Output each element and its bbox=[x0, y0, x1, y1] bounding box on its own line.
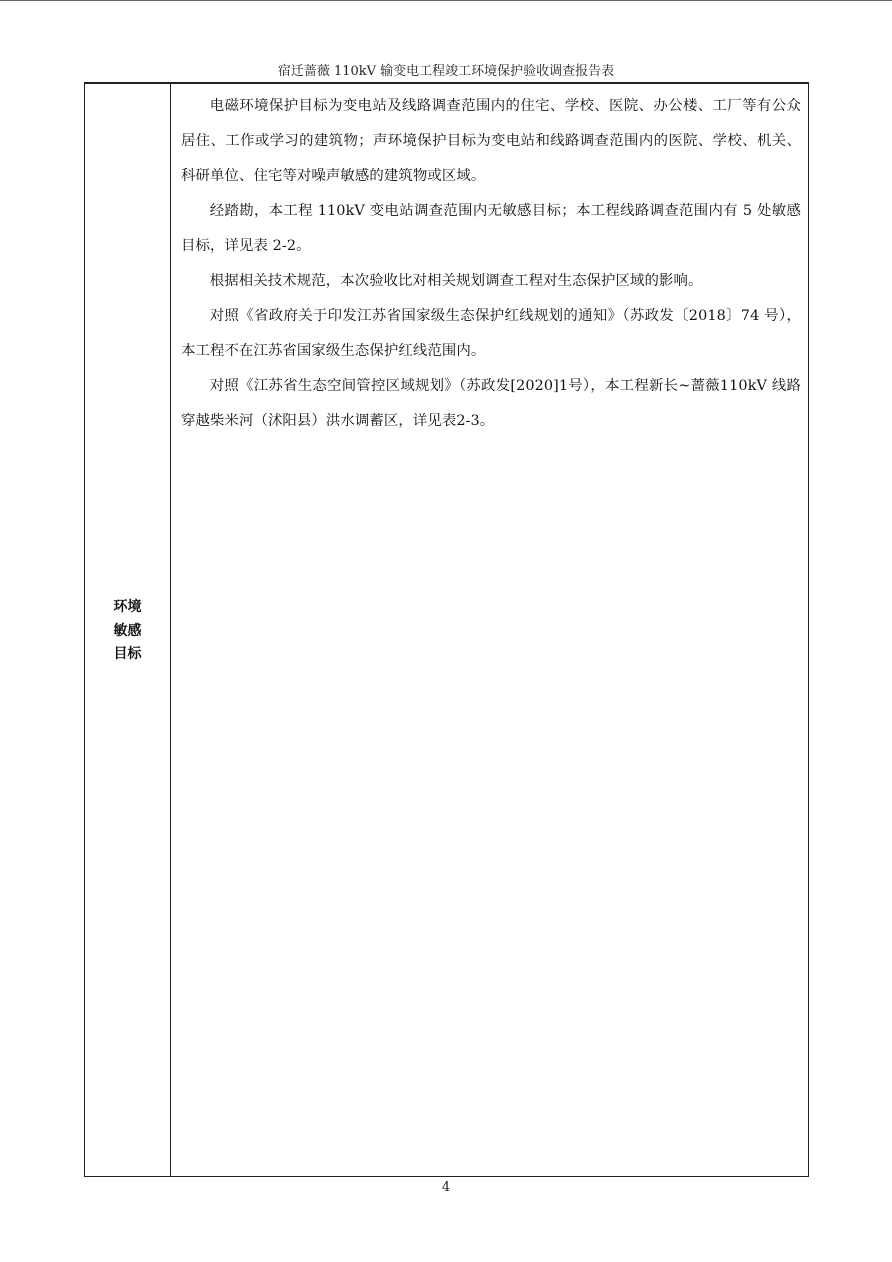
paragraph-protection-targets: 电磁环境保护目标为变电站及线路调查范围内的住宅、学校、医院、办公楼、工厂等有公众居住、工作或学习的建筑物；声环境保护目标为变电站和线路调查范围内的医院、学校、机关、科研单位、住宅等对噪声敏感的建筑物或区域。 bbox=[181, 98, 801, 184]
section-label-line: 目标 bbox=[113, 646, 142, 662]
page-number: 4 bbox=[441, 1180, 451, 1195]
section-label-line: 环境 bbox=[113, 599, 142, 615]
section-content bbox=[181, 89, 801, 439]
paragraph-redline-plan: 对照《省政府关于印发江苏省国家级生态保护红线规划的通知》（苏政发〔2018〕74 号），本工程不在江苏省国家级生态保护红线范围内。 bbox=[181, 308, 801, 359]
paragraph-ecological-space: 对照《江苏省生态空间管控区域规划》（苏政发[2020]1号），本工程新长~蔷薇110kV 线路穿越柴米河（沭阳县）洪水调蓄区，详见表2-3。 bbox=[181, 378, 801, 429]
report-table bbox=[84, 84, 809, 1177]
paragraph-site-survey: 经踏勘，本工程 110kV 变电站调查范围内无敏感目标；本工程线路调查范围内有 5 处敏感目标，详见表 2-2。 bbox=[181, 203, 801, 254]
page-header: 宿迁蔷薇 110kV 输变电工程竣工环境保护验收调查报告表 bbox=[277, 64, 615, 79]
column-separator bbox=[170, 84, 171, 1176]
section-label bbox=[85, 596, 170, 667]
top-border-line bbox=[0, 0, 892, 1]
paragraph-technical-spec: 根据相关技术规范，本次验收比对相关规划调查工程对生态保护区域的影响。 bbox=[209, 273, 703, 289]
section-label-line: 敏感 bbox=[113, 622, 142, 639]
